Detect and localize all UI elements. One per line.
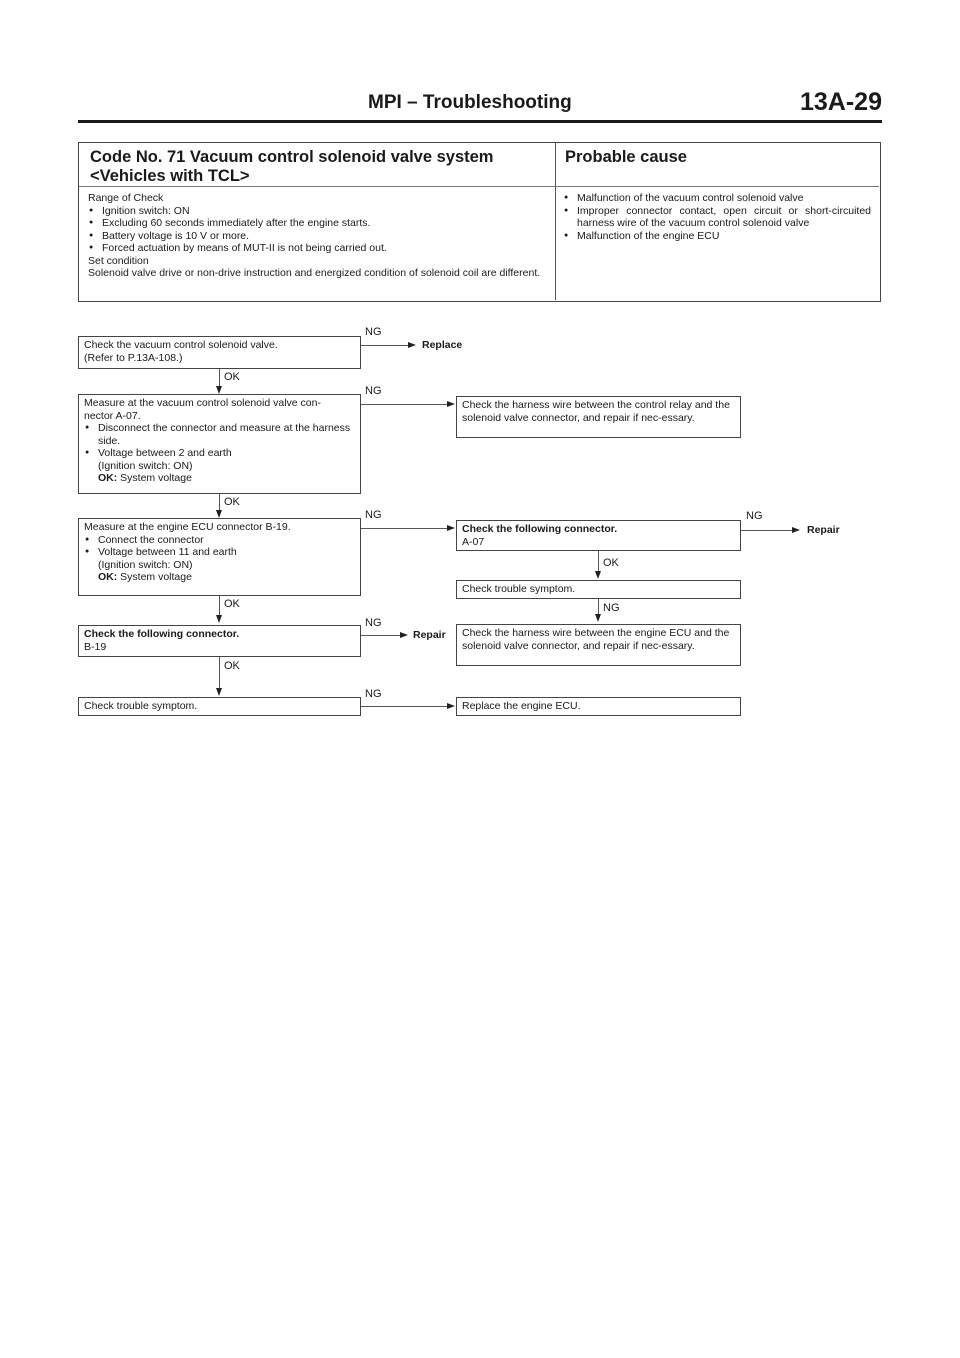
code-title-line1: Code No. 71 Vacuum control solenoid valve system <box>90 148 494 166</box>
step2-box <box>78 394 361 494</box>
ok-label: OK <box>224 371 240 383</box>
step1-ng-action: Replace <box>422 339 463 351</box>
range-item: ● Excluding 60 seconds immediately after the engine starts. <box>88 217 548 230</box>
ok-label: OK <box>603 557 619 569</box>
arrow-down-icon <box>216 386 222 394</box>
range-item: ● Ignition switch: ON <box>88 205 548 218</box>
arrow-right-icon <box>447 703 455 709</box>
ok-label: OK <box>224 598 240 610</box>
step1-line1: Check the vacuum control solenoid valve. <box>84 339 278 351</box>
step3-ng-action: Repair <box>807 524 840 536</box>
arrow-right-icon <box>400 632 408 638</box>
ok-criterion-value: System voltage <box>120 472 192 484</box>
arrow-right-icon <box>447 525 455 531</box>
table-row-divider <box>79 186 879 187</box>
table-column-divider <box>555 143 556 300</box>
ok-line <box>598 551 599 572</box>
arrow-right-icon <box>408 342 416 348</box>
page-title: MPI – Troubleshooting <box>368 92 572 113</box>
step2-bullet: ● Disconnect the connector and measure at the harness side. <box>84 422 355 447</box>
step3-ok <box>84 571 355 584</box>
ng-line <box>361 404 448 405</box>
step4-title: Check the following connector. <box>84 628 240 640</box>
probable-cause-list <box>563 192 871 242</box>
step3-bullet: ● Connect the connector <box>84 534 355 547</box>
step3-ng-sub: A-07 <box>462 535 485 548</box>
arrow-right-icon <box>447 401 455 407</box>
step3-ng-title: Check the following connector. <box>462 523 618 535</box>
range-of-check <box>88 192 548 280</box>
ok-line <box>219 596 220 616</box>
ng-line <box>361 345 409 346</box>
ng-line <box>361 706 448 707</box>
ng-line <box>598 599 599 615</box>
cause-item: ● Malfunction of the vacuum control solenoid valve <box>563 192 871 205</box>
step4-sub: B-19 <box>84 640 107 653</box>
step1-box <box>78 336 361 369</box>
cause-item: ● Malfunction of the engine ECU <box>563 230 871 243</box>
probable-cause-title: Probable cause <box>565 148 687 166</box>
arrow-right-icon <box>792 527 800 533</box>
trouble-symptom-box: Check trouble symptom. <box>456 580 741 599</box>
ok-criterion-value: System voltage <box>120 571 192 583</box>
code-title <box>90 148 493 186</box>
step2-ok <box>84 472 355 485</box>
step4-ng-action: Repair <box>413 629 446 641</box>
step3-bullet: ● Voltage between 11 and earth <box>84 546 355 559</box>
range-item: ● Forced actuation by means of MUT-II is not being carried out. <box>88 242 548 255</box>
step4-box <box>78 625 361 657</box>
range-heading: Range of Check <box>88 192 164 204</box>
set-condition-heading: Set condition <box>88 254 149 267</box>
step2-sub: (Ignition switch: ON) <box>98 459 193 472</box>
ok-label: OK <box>224 660 240 672</box>
step2-bullet: ● Voltage between 2 and earth <box>84 447 355 460</box>
code-title-line2: <Vehicles with TCL> <box>90 167 250 185</box>
set-condition-text: Solenoid valve drive or non-drive instruction and energized condition of solenoid coil are different. <box>88 267 541 279</box>
ok-line <box>219 657 220 689</box>
ng-label: NG <box>365 385 382 397</box>
ok-label: OK <box>224 496 240 508</box>
step3-line1: Measure at the engine ECU connector B-19. <box>84 521 291 533</box>
ng-label: NG <box>365 617 382 629</box>
cause-item: ● Improper connector contact, open circuit or short-circuited harness wire of the vacuum control solenoid valve <box>563 205 871 230</box>
arrow-down-icon <box>595 614 601 622</box>
step5-ng-box: Replace the engine ECU. <box>456 697 741 716</box>
arrow-down-icon <box>216 688 222 696</box>
step3-box <box>78 518 361 596</box>
step1-line2: (Refer to P.13A-108.) <box>84 351 183 364</box>
ng-label: NG <box>365 509 382 521</box>
ng-label: NG <box>746 510 763 522</box>
arrow-down-icon <box>595 571 601 579</box>
ng-label: NG <box>365 326 382 338</box>
header-rule <box>78 120 882 123</box>
step2-ng-box: Check the harness wire between the control relay and the solenoid valve connector, and repair if nec-essary. <box>456 396 741 438</box>
harness-ecu-box: Check the harness wire between the engine ECU and the solenoid valve connector, and repair if nec-essary. <box>456 624 741 666</box>
ng-label: NG <box>365 688 382 700</box>
ng-line <box>741 530 793 531</box>
step5-box: Check trouble symptom. <box>78 697 361 716</box>
step2-line2: nector A-07. <box>84 409 141 422</box>
ng-line <box>361 635 401 636</box>
range-item: ● Battery voltage is 10 V or more. <box>88 230 548 243</box>
ng-line <box>361 528 448 529</box>
arrow-down-icon <box>216 615 222 623</box>
ok-line <box>219 494 220 511</box>
ok-criterion-label: OK: <box>98 472 118 484</box>
step3-ng-box <box>456 520 741 551</box>
step3-sub: (Ignition switch: ON) <box>98 558 193 571</box>
ng-label: NG <box>603 602 620 614</box>
arrow-down-icon <box>216 510 222 518</box>
page-number: 13A-29 <box>800 88 882 116</box>
step2-line1: Measure at the vacuum control solenoid valve con- <box>84 397 321 409</box>
ok-criterion-label: OK: <box>98 571 118 583</box>
ok-line <box>219 369 220 387</box>
